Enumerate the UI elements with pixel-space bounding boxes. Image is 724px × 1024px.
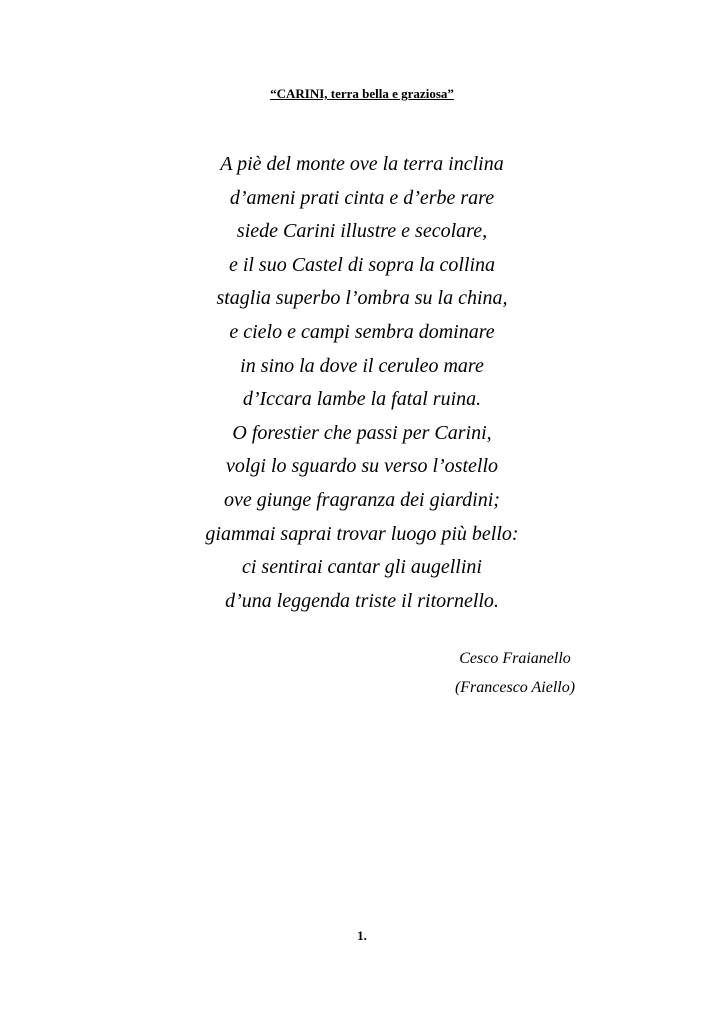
page-title: “CARINI, terra bella e graziosa” xyxy=(270,86,454,101)
poem-line: siede Carini illustre e secolare, xyxy=(236,220,488,243)
poem-line: d’Iccara lambe la fatal ruina. xyxy=(242,388,482,411)
poem-line: A piè del monte ove la terra inclina xyxy=(220,153,504,175)
poem-line: ove giunge fragranza dei giardini; xyxy=(224,488,500,511)
poem-line: d’ameni prati cinta e d’erbe rare xyxy=(229,186,495,209)
poem-line: giammai saprai trovar luogo più bello: xyxy=(205,522,519,545)
poem-line: e il suo Castel di sopra la collina xyxy=(228,253,496,276)
poem-line: staglia superbo l’ombra su la china, xyxy=(216,287,508,310)
poem-line: ci sentirai cantar gli augellini xyxy=(242,556,482,579)
author-real-name: (Francesco Aiello) xyxy=(454,679,576,696)
poem-line: O forestier che passi per Carini, xyxy=(232,421,492,444)
poem-line: in sino la dove il ceruleo mare xyxy=(240,354,484,377)
poem-line: d’una leggenda triste il ritornello. xyxy=(225,589,499,612)
author-pen-name: Cesco Fraianello xyxy=(459,650,571,667)
author-signature xyxy=(440,648,590,706)
page-number: 1. xyxy=(357,928,367,943)
poem-line: volgi lo sguardo su verso l’ostello xyxy=(225,455,499,478)
poem-body xyxy=(0,150,724,620)
poem-line: e cielo e campi sembra dominare xyxy=(229,320,495,343)
